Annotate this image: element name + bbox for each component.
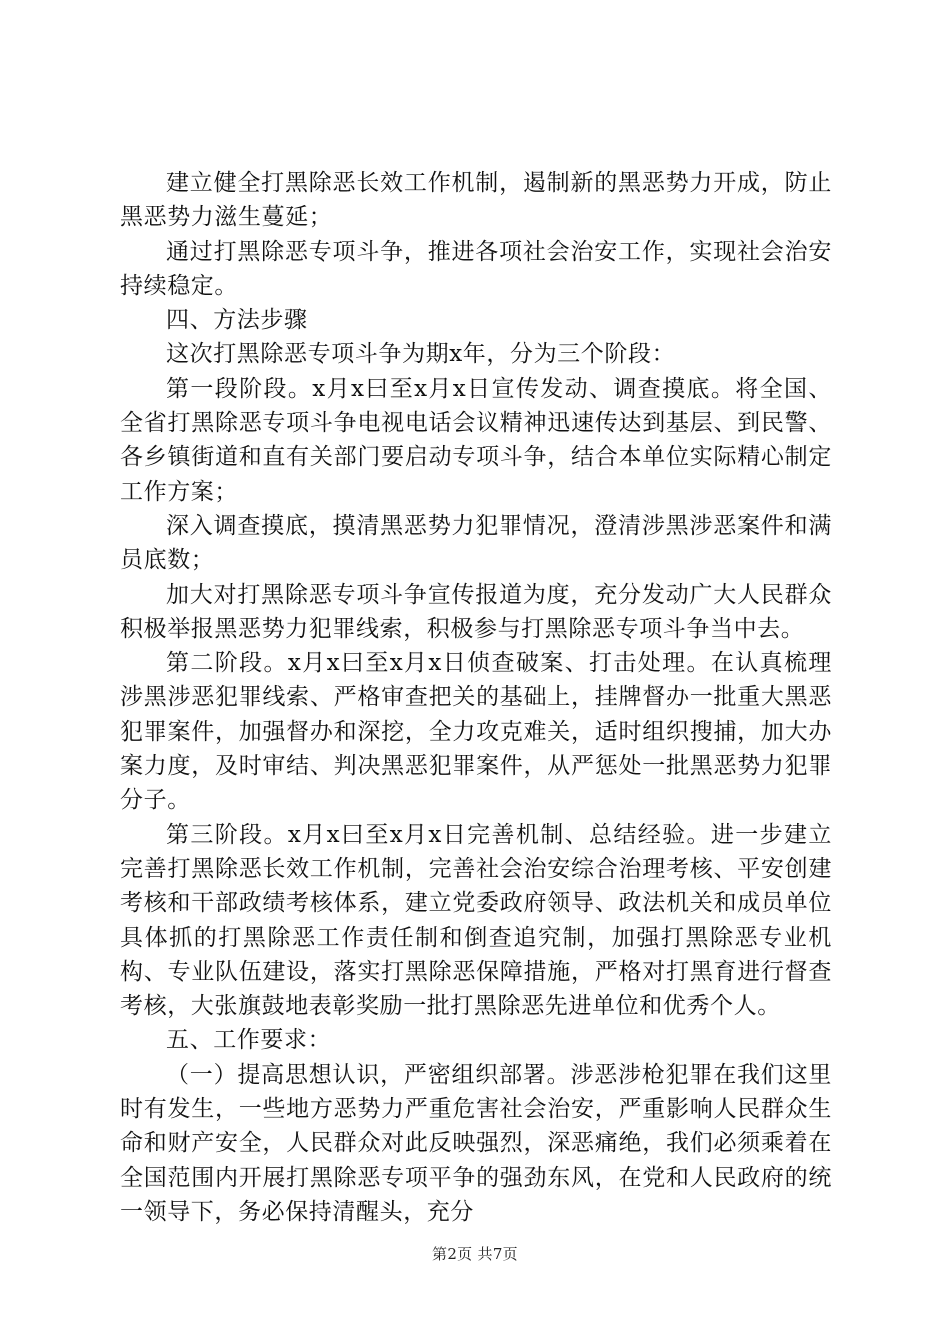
paragraph-4: 深入调查摸底，摸清黑恶势力犯罪情况，澄清涉黑涉恶案件和满员底数；	[120, 512, 832, 574]
paragraph-3: 这次打黑除恶专项斗争为期x年，分为三个阶段：	[166, 341, 676, 368]
paragraph-stage-3: 第三阶段。x月x曰至x月x日完善机制、总结经验。进一步建立完善打黑除恶长效工作机制，完善社会治安综合治理考核、平安创建考核和干部政绩考核体系，建立党委政府领导、政法机关和成员单位具体抓的打黑除恶工作责任制和倒查追究制，加强打黑除恶专业机构、专业队伍建设，落实打黑除恶保障措施，严格对打黑育进行督查考核，大张旗鼓地表彰奖励一批打黑除恶先进单位和优秀个人。	[120, 821, 832, 1020]
paragraph-5: 加大对打黑除恶专项斗争宣传报道为度，充分发动广大人民群众积极举报黑恶势力犯罪线索，积极参与打黑除恶专项斗争当中去。	[120, 581, 832, 642]
paragraph-stage-1: 第一段阶段。x月x曰至x月x日宣传发动、调查摸底。将全国、全省打黑除恶专项斗争电视电话会议精神迅速传达到基层、到民警、各乡镇街道和直有关部门要启动专项斗争，结合本单位实际精心制定工作方案；	[120, 375, 832, 505]
section-heading-4: 四、方法步骤	[166, 307, 308, 334]
paragraph-requirement-1: （一）提高思想认识，严密组织部署。涉恶涉枪犯罪在我们这里时有发生，一些地方恶势力严重危害社会治安，严重影响人民群众生命和财产安全，人民群众对此反映强烈，深恶痛绝，我们必须乘着在全国范围内开展打黑除恶专项平争的强劲东风，在党和人民政府的统一领导下，务必保持清醒头，充分	[120, 1061, 832, 1225]
paragraph-stage-2: 第二阶段。x月x曰至x月x日侦查破案、打击处理。在认真梳理涉黑涉恶犯罪线索、严格审查把关的基础上，挂牌督办一批重大黑恶犯罪案件，加强督办和深挖，全力攻克难关，适时组织搜捕，加大办案力度，及时审结、判决黑恶犯罪案件，从严惩处一批黑恶势力犯罪分子。	[120, 650, 832, 814]
section-heading-5: 五、工作要求：	[166, 1027, 332, 1054]
document-body	[120, 166, 832, 1229]
paragraph-1: 建立健全打黑除恶长效工作机制，遏制新的黑恶势力开成，防止黑恶势力滋生蔓延；	[120, 170, 832, 231]
paragraph-2: 通过打黑除恶专项斗争，推进各项社会治安工作，实现社会治安持续稳定。	[120, 238, 832, 299]
page-footer: 第2页 共7页	[432, 1245, 518, 1263]
